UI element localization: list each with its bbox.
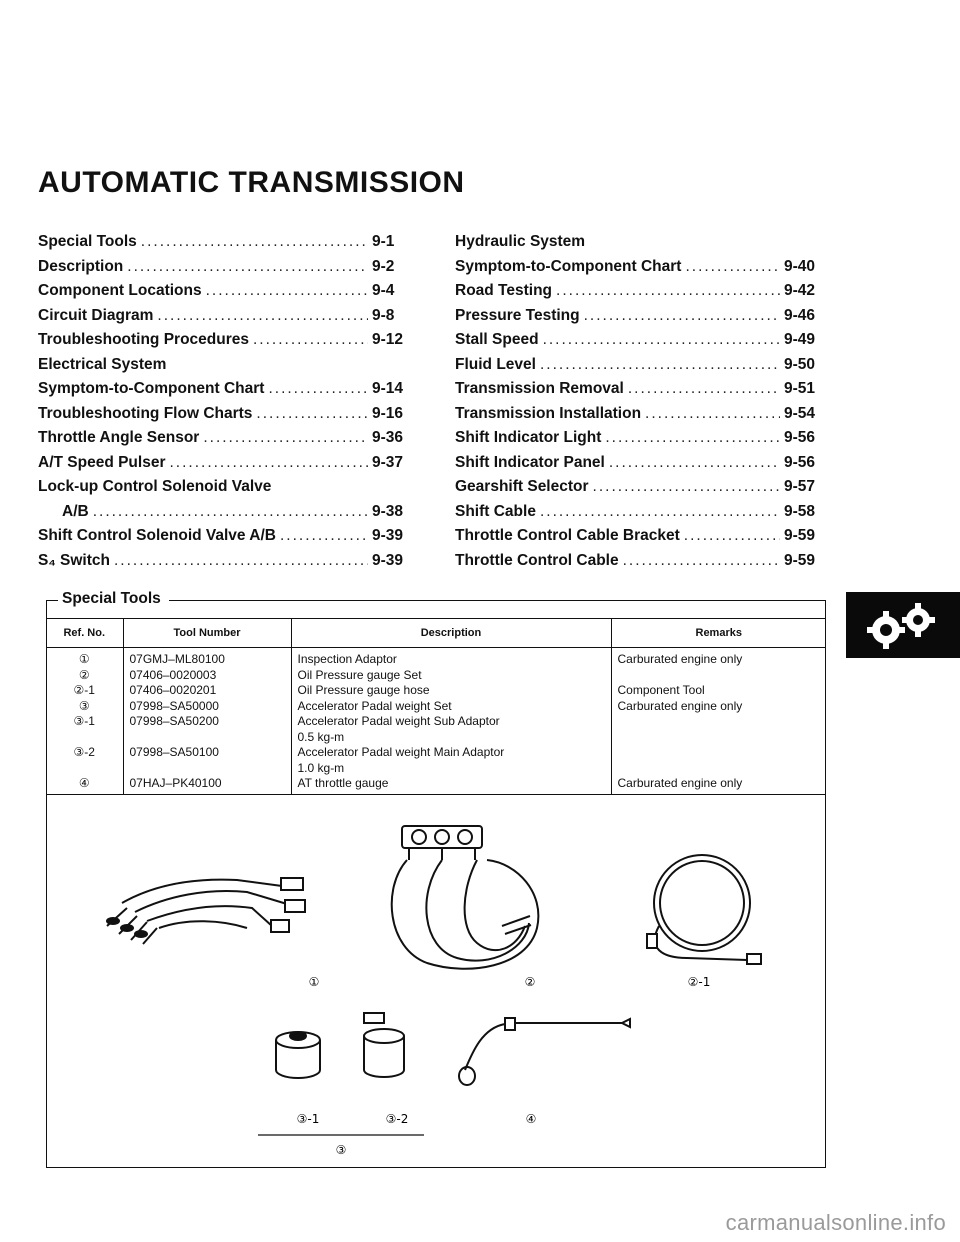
toc-entry-label: Shift Cable [455, 502, 536, 520]
toc-leader-dots [127, 255, 368, 280]
special-tools-table [46, 618, 826, 795]
remarks-cell [611, 648, 826, 795]
ref-number: ② [78, 667, 90, 682]
toc-entry-label: Throttle Control Cable [455, 551, 619, 569]
special-tools-label: Special Tools [58, 590, 169, 608]
toc-leader-dots [206, 279, 368, 304]
toc-leader-dots [556, 279, 780, 304]
toc-entry-label: Circuit Diagram [38, 306, 154, 324]
header-tool-number: Tool Number [123, 619, 291, 648]
toc-entry[interactable] [455, 549, 822, 574]
toc-entry-page: 9-4 [372, 282, 395, 299]
tool-description: 0.5 kg-m [297, 729, 345, 744]
toc-entry-label: Transmission Installation [455, 404, 642, 422]
toc-entry[interactable] [455, 451, 822, 476]
tool-description: AT throttle gauge [297, 776, 389, 790]
toc-entry-label: Throttle Control Cable Bracket [455, 527, 680, 544]
toc-leader-dots [93, 500, 368, 525]
toc-entry[interactable] [38, 549, 410, 574]
toc-entry-page: 9-38 [372, 502, 404, 520]
tool-number [130, 761, 285, 777]
toc-entry[interactable] [38, 451, 410, 476]
toc-leader-dots [169, 451, 368, 476]
toc-entry[interactable] [455, 255, 822, 280]
toc-leader-dots [157, 304, 368, 329]
tool-description: 1.0 kg-m [297, 760, 345, 775]
toc-entry[interactable] [38, 426, 410, 451]
tool-number [130, 730, 285, 746]
toc-entry-label: Gearshift Selector [455, 478, 589, 495]
toc-entry-page: 9-49 [784, 331, 816, 348]
toc-entry[interactable] [38, 328, 410, 353]
tool-description: Accelerator Padal weight Sub Adaptor [297, 714, 500, 728]
toc-leader-dots [280, 524, 368, 549]
toc-entry-label: Stall Speed [455, 331, 539, 348]
pressure-hose-illustration [647, 855, 761, 964]
ref-number: ④ [78, 776, 90, 790]
toc-leader-dots [593, 475, 780, 500]
illustration-label-4: ④ [525, 1112, 537, 1126]
toc-leader-dots [605, 426, 780, 451]
toc-leader-dots [253, 328, 368, 353]
toc-leader-dots [609, 451, 780, 476]
tool-remark [618, 761, 821, 777]
toc-entry-page: 9-37 [372, 453, 404, 471]
tool-description: Oil Pressure gauge hose [297, 683, 430, 697]
ref-number [52, 761, 117, 777]
toc-entry-label: Shift Indicator Light [455, 429, 602, 446]
tool-remark: Component Tool [617, 683, 705, 697]
tool-remark [618, 730, 821, 746]
toc-entry[interactable] [455, 353, 822, 378]
ref-cell [46, 648, 123, 795]
header-remarks: Remarks [611, 619, 826, 648]
toc-entry-label: Shift Indicator Panel [455, 453, 605, 471]
toc-entry-page: 9-36 [372, 429, 404, 446]
toc-leader-dots [623, 549, 780, 574]
tool-remark [618, 668, 821, 684]
toc-leader-dots [114, 549, 368, 574]
ref-number [52, 730, 117, 746]
toc-entry-page: 9-59 [784, 551, 816, 569]
toc-leader-dots [203, 426, 368, 451]
toc-entry-label: Troubleshooting Flow Charts [38, 404, 253, 422]
toc-entry[interactable] [455, 426, 822, 451]
toc-entry[interactable] [38, 500, 410, 525]
toc-leader-dots [543, 328, 780, 353]
inspection-adaptor-illustration [107, 878, 305, 944]
header-ref-no: Ref. No. [46, 619, 123, 648]
toc-left-column [38, 230, 410, 573]
ref-number: ① [78, 652, 90, 666]
tool-description: Accelerator Padal weight Main Adaptor [297, 745, 505, 759]
tool-number: 07406–0020201 [129, 683, 217, 697]
toc-entry-page: 9-40 [784, 257, 816, 275]
toc-entry-label: Shift Control Solenoid Valve A/B [38, 527, 276, 544]
toc-entry-page: 9-14 [372, 380, 404, 397]
ref-number: ③-2 [73, 745, 95, 759]
toc-entry-page: 9-39 [372, 527, 404, 544]
toc-entry[interactable] [38, 524, 410, 549]
toc-leader-dots [628, 377, 780, 402]
illustration-label-3-2: ③-2 [385, 1112, 409, 1126]
toc-leader-dots [540, 500, 780, 525]
toc-right-column [455, 230, 822, 573]
toc-entry[interactable] [455, 328, 822, 353]
toc-entry-page: 9-56 [784, 429, 816, 446]
toc-entry-page: 9-51 [784, 380, 816, 397]
transmission-section-tab [846, 592, 960, 658]
toc-entry-label: Lock-up Control Solenoid Valve [38, 478, 272, 495]
toc-entry-page: 9-54 [784, 404, 816, 422]
toc-right-heading: Hydraulic System [455, 233, 586, 250]
tool-description: Accelerator Padal weight Set [297, 698, 452, 713]
illustration-label-3: ③ [335, 1143, 347, 1157]
illustration-label-3-1: ③-1 [296, 1112, 320, 1126]
toc-entry[interactable] [38, 255, 410, 280]
tool-number: 07406–0020003 [129, 667, 217, 682]
sub-adaptor-weight-illustration [276, 1032, 320, 1078]
toc-leader-dots [268, 377, 368, 402]
toc-entry-label: Symptom-to-Component Chart [455, 257, 682, 275]
toc-entry-label: Pressure Testing [455, 306, 580, 324]
illustration-label-2-1: ②-1 [687, 975, 711, 989]
pressure-gauge-set-illustration [392, 826, 539, 969]
toc-entry-label: Fluid Level [455, 355, 536, 373]
toc-entry-page: 9-46 [784, 306, 816, 324]
tools-illustration [47, 808, 825, 1166]
tool-number: 07998–SA50200 [129, 714, 219, 728]
illustration-label-1: ① [308, 975, 320, 989]
tool-number: 07GMJ–ML80100 [129, 652, 225, 666]
toc-entry-label: Transmission Removal [455, 380, 624, 397]
tool-description: Oil Pressure gauge Set [297, 667, 422, 682]
ref-number: ③-1 [73, 714, 95, 728]
ref-number: ②-1 [73, 683, 95, 697]
description-cell [291, 648, 611, 795]
toc-entry[interactable] [455, 279, 822, 304]
tool-number: 07HAJ–PK40100 [129, 776, 222, 790]
toc-entry[interactable] [38, 304, 410, 329]
illustration-label-2: ② [524, 975, 536, 989]
toc-entry[interactable] [455, 500, 822, 525]
toc-entry-label: Description [38, 257, 124, 275]
page-title: AUTOMATIC TRANSMISSION [38, 166, 465, 199]
tool-remark: Carburated engine only [617, 698, 743, 713]
main-adaptor-weight-illustration [364, 1013, 404, 1077]
tool-description: Inspection Adaptor [297, 652, 397, 666]
tool-remark [618, 714, 821, 730]
toc-entry-label: Road Testing [455, 282, 553, 299]
toc-leader-dots [685, 255, 780, 280]
toc-entry-page: 9-58 [784, 502, 816, 520]
toc-entry[interactable] [38, 377, 410, 402]
throttle-gauge-illustration [459, 1018, 630, 1085]
watermark: carmanualsonline.info [725, 1210, 946, 1235]
toc-entry-label: A/T Speed Pulser [38, 453, 166, 471]
toc-leader-dots [684, 524, 780, 549]
toc-entry[interactable] [455, 475, 822, 500]
toc-entry[interactable] [38, 230, 410, 255]
toc-leader-dots [584, 304, 780, 329]
toc-entry[interactable] [455, 304, 822, 329]
header-description: Description [291, 619, 611, 648]
toc-entry-page: 9-59 [784, 527, 816, 544]
toc-left-heading: Electrical System [38, 355, 167, 373]
toc-entry-label: A/B [62, 502, 89, 520]
toc-entry-page: 9-42 [784, 282, 816, 299]
toc-entry-page: 9-1 [372, 233, 395, 250]
tool-number-cell [123, 648, 291, 795]
ref-number: ③ [78, 698, 90, 713]
table-row [46, 648, 826, 795]
tool-number: 07998–SA50000 [129, 698, 219, 713]
gears-icon [846, 592, 960, 658]
toc-entry[interactable] [38, 402, 410, 427]
toc-entry-label: Symptom-to-Component Chart [38, 380, 265, 397]
tool-remark [618, 745, 821, 761]
toc-entry-page: 9-57 [784, 478, 816, 495]
toc-entry[interactable] [38, 279, 410, 304]
toc-entry-label: Component Locations [38, 282, 202, 299]
toc-entry-page: 9-50 [784, 355, 816, 373]
toc-entry-page: 9-12 [372, 331, 404, 348]
toc-leader-dots [141, 230, 368, 255]
tool-remark: Carburated engine only [617, 652, 743, 666]
toc-entry-page: 9-8 [372, 306, 395, 324]
toc-entry-label: S₄ Switch [38, 551, 110, 569]
toc-leader-dots [645, 402, 780, 427]
toc-entry-page: 9-2 [372, 257, 395, 275]
toc-entry[interactable] [455, 377, 822, 402]
toc-leader-dots [256, 402, 368, 427]
tool-number: 07998–SA50100 [129, 745, 219, 759]
toc-entry[interactable] [455, 402, 822, 427]
toc-leader-dots [540, 353, 780, 378]
toc-entry-page: 9-16 [372, 404, 404, 422]
toc-entry-page: 9-39 [372, 551, 404, 569]
tool-remark: Carburated engine only [617, 776, 743, 790]
table-header-row [46, 619, 826, 648]
toc-entry[interactable] [455, 524, 822, 549]
toc-entry-label: Special Tools [38, 233, 137, 250]
toc-entry-page: 9-56 [784, 453, 816, 471]
toc-entry-label: Throttle Angle Sensor [38, 429, 200, 446]
toc-entry-label: Troubleshooting Procedures [38, 331, 249, 348]
